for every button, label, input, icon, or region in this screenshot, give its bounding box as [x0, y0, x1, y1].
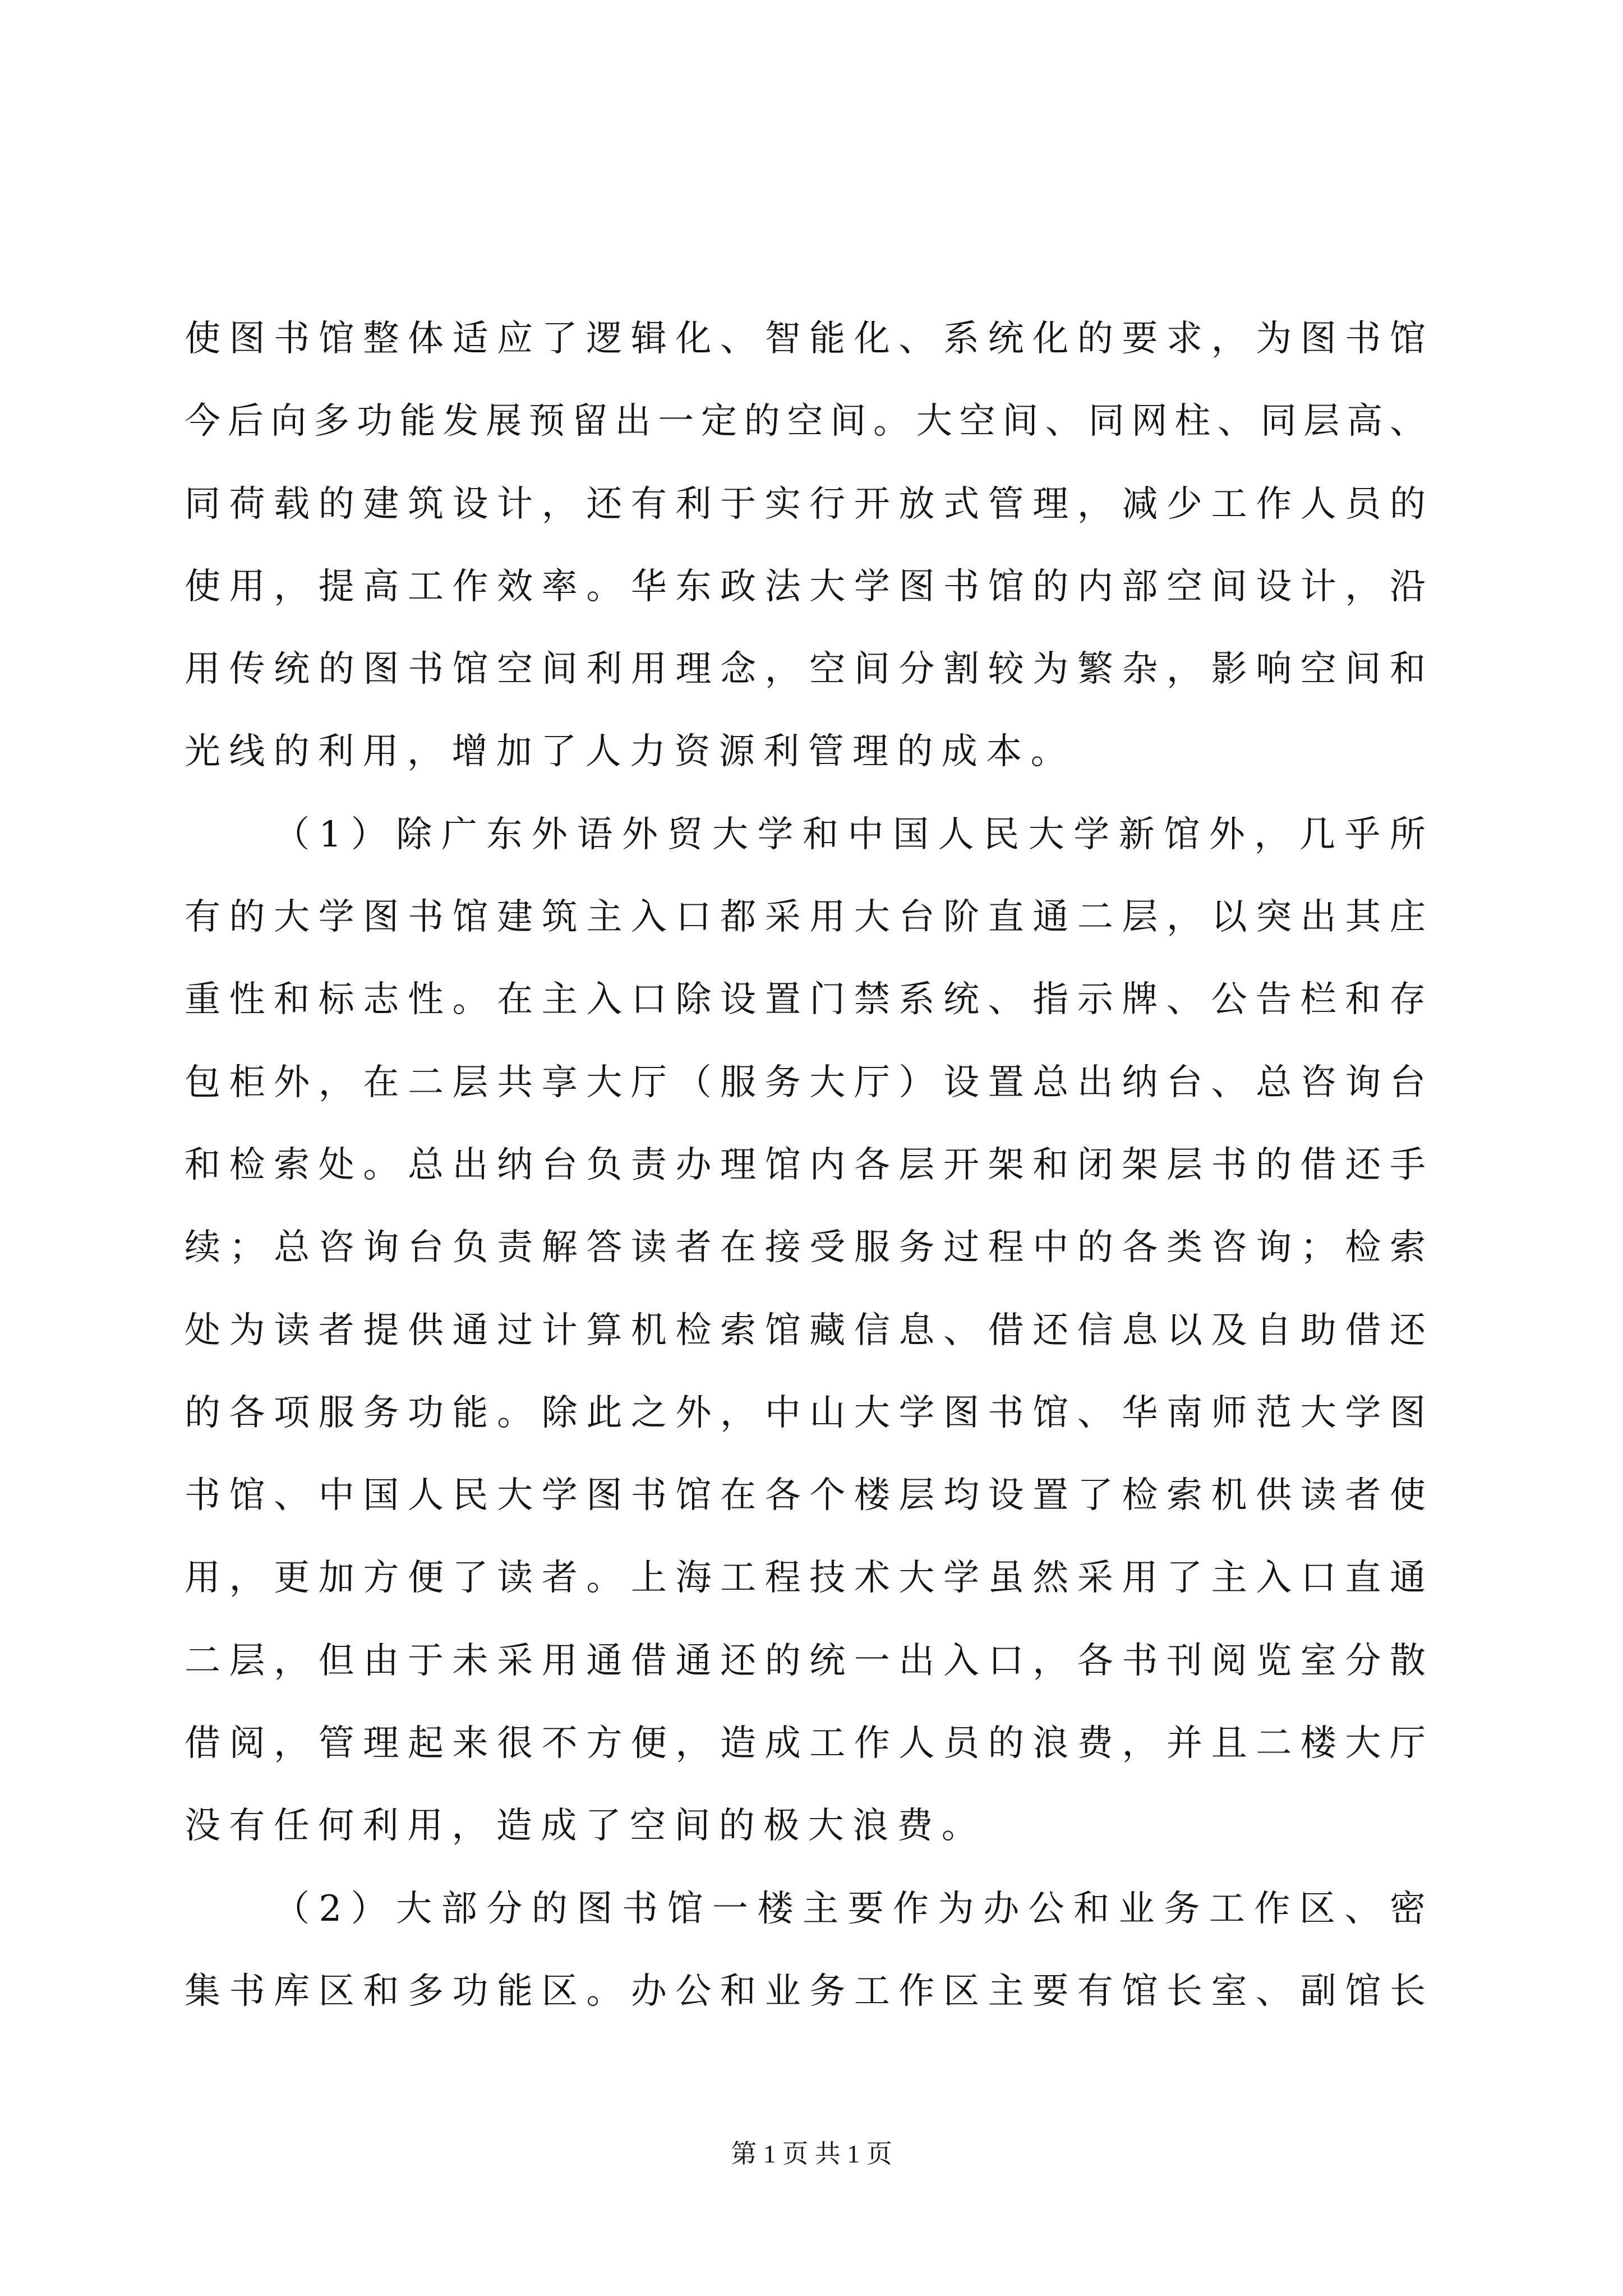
- paragraph: [185, 794, 1431, 1868]
- text-line: 处为读者提供通过计算机检索馆藏信息、借还信息以及自助借还: [185, 1309, 1431, 1351]
- text-line: 用，更加方便了读者。上海工程技术大学虽然采用了主入口直通: [185, 1557, 1431, 1599]
- text-line: 光线的利用，增加了人力资源利管理的成本。: [185, 731, 1075, 773]
- document-body: [185, 298, 1431, 2033]
- text-line: 重性和标志性。在主入口除设置门禁系统、指示牌、公告栏和存: [185, 979, 1431, 1021]
- paragraph: [185, 1868, 1431, 2033]
- text-line: 没有任何利用，造成了空间的极大浪费。: [185, 1805, 986, 1847]
- page-footer: 第 1 页 共 1 页: [731, 2139, 892, 2168]
- text-line: 借阅，管理起来很不方便，造成工作人员的浪费，并且二楼大厅: [185, 1723, 1431, 1765]
- text-line: 二层，但由于未采用通借通还的统一出入口，各书刊阅览室分散: [185, 1640, 1431, 1682]
- text-line: 书馆、中国人民大学图书馆在各个楼层均设置了检索机供读者使: [185, 1475, 1431, 1517]
- text-line: 和检索处。总出纳台负责办理馆内各层开架和闭架层书的借还手: [185, 1144, 1431, 1186]
- text-line: 同荷载的建筑设计，还有利于实行开放式管理，减少工作人员的: [185, 483, 1431, 525]
- text-line: 续；总咨询台负责解答读者在接受服务过程中的各类咨询；检索: [185, 1227, 1431, 1269]
- text-line: （1）除广东外语外贸大学和中国人民大学新馆外，几乎所: [274, 813, 1431, 855]
- text-line: 有的大学图书馆建筑主入口都采用大台阶直通二层，以突出其庄: [185, 896, 1431, 938]
- text-line: 的各项服务功能。除此之外，中山大学图书馆、华南师范大学图: [185, 1392, 1431, 1434]
- text-line: 使用，提高工作效率。华东政法大学图书馆的内部空间设计，沿: [185, 565, 1431, 608]
- text-line: （2）大部分的图书馆一楼主要作为办公和业务工作区、密: [274, 1888, 1431, 1930]
- text-line: 用传统的图书馆空间利用理念，空间分割较为繁杂，影响空间和: [185, 648, 1431, 691]
- text-line: 今后向多功能发展预留出一定的空间。大空间、同网柱、同层高、: [185, 401, 1431, 443]
- text-line: 使图书馆整体适应了逻辑化、智能化、系统化的要求，为图书馆: [185, 318, 1431, 360]
- text-line: 集书库区和多功能区。办公和业务工作区主要有馆长室、副馆长: [185, 1970, 1431, 2012]
- text-line: 包柜外，在二层共享大厅（服务大厅）设置总出纳台、总咨询台: [185, 1061, 1431, 1103]
- paragraph: [185, 298, 1431, 794]
